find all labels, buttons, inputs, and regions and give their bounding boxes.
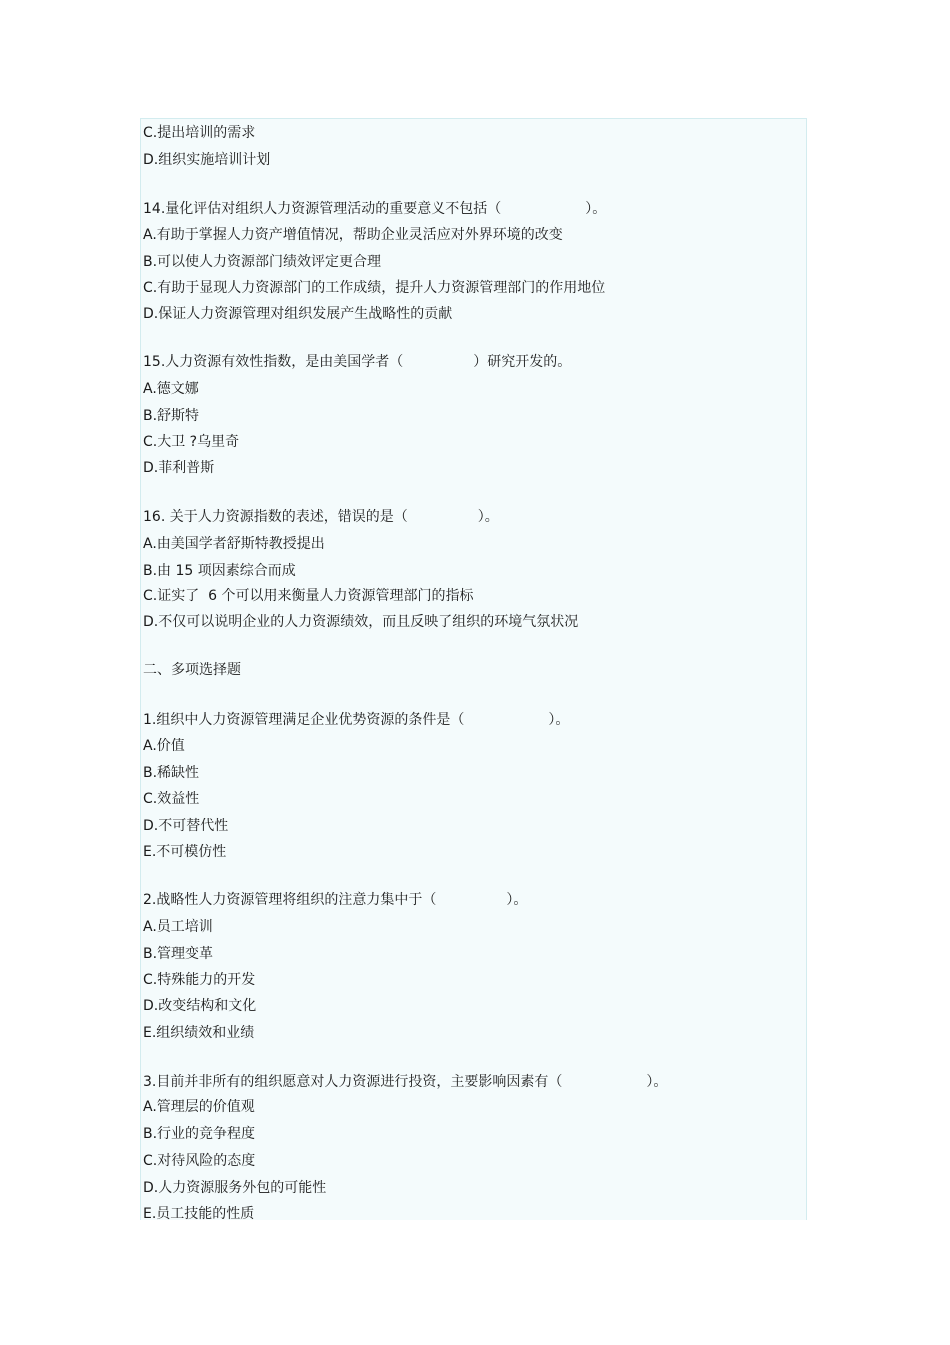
option-d: D.不仅可以说明企业的人力资源绩效，而且反映了组织的环境气氛状况 <box>143 614 579 630</box>
option-c: C.对待风险的态度 <box>143 1153 256 1169</box>
option-d: D.保证人力资源管理对组织发展产生战略性的贡献 <box>143 306 453 322</box>
option-d: D.人力资源服务外包的可能性 <box>143 1180 327 1196</box>
option-c: C.证实了 6 个可以用来衡量人力资源管理部门的指标 <box>143 588 474 604</box>
option-b: B.由 15 项因素综合而成 <box>143 563 296 579</box>
option-a: A.员工培训 <box>143 919 213 935</box>
question-16: 16. 关于人力资源指数的表述，错误的是（ ）。 <box>143 509 499 525</box>
option-a: A.管理层的价值观 <box>143 1099 255 1115</box>
option-b: B.稀缺性 <box>143 765 200 781</box>
option-b: B.舒斯特 <box>143 408 200 424</box>
option-e: E.组织绩效和业绩 <box>143 1025 255 1041</box>
option-a: A.德文娜 <box>143 381 199 397</box>
option-b: B.可以使人力资源部门绩效评定更合理 <box>143 254 382 270</box>
option-b: B.行业的竞争程度 <box>143 1126 256 1142</box>
question-14: 14.量化评估对组织人力资源管理活动的重要意义不包括（ ）。 <box>143 201 607 217</box>
option-c: C.特殊能力的开发 <box>143 972 256 988</box>
option-a: A.由美国学者舒斯特教授提出 <box>143 536 325 552</box>
option-d: D.不可替代性 <box>143 818 229 834</box>
question-2: 2.战略性人力资源管理将组织的注意力集中于（ ）。 <box>143 892 528 908</box>
option-d: D.组织实施培训计划 <box>143 152 271 168</box>
option-b: B.管理变革 <box>143 946 214 962</box>
question-1: 1.组织中人力资源管理满足企业优势资源的条件是（ ）。 <box>143 712 570 728</box>
option-a: A.有助于掌握人力资产增值情况，帮助企业灵活应对外界环境的改变 <box>143 227 563 243</box>
option-c: C.效益性 <box>143 791 200 807</box>
option-e: E.员工技能的性质 <box>143 1206 255 1222</box>
option-c: C.大卫 ?乌里奇 <box>143 434 240 450</box>
option-d: D.改变结构和文化 <box>143 998 257 1014</box>
option-e: E.不可模仿性 <box>143 844 227 860</box>
option-d: D.菲利普斯 <box>143 460 215 476</box>
question-15: 15.人力资源有效性指数，是由美国学者（ ）研究开发的。 <box>143 354 572 370</box>
option-c: C.提出培训的需求 <box>143 125 256 141</box>
option-c: C.有助于显现人力资源部门的工作成绩，提升人力资源管理部门的作用地位 <box>143 280 606 296</box>
section-heading: 二、多项选择题 <box>143 662 241 678</box>
option-a: A.价值 <box>143 738 185 754</box>
question-3: 3.目前并非所有的组织愿意对人力资源进行投资，主要影响因素有（ ）。 <box>143 1074 668 1090</box>
